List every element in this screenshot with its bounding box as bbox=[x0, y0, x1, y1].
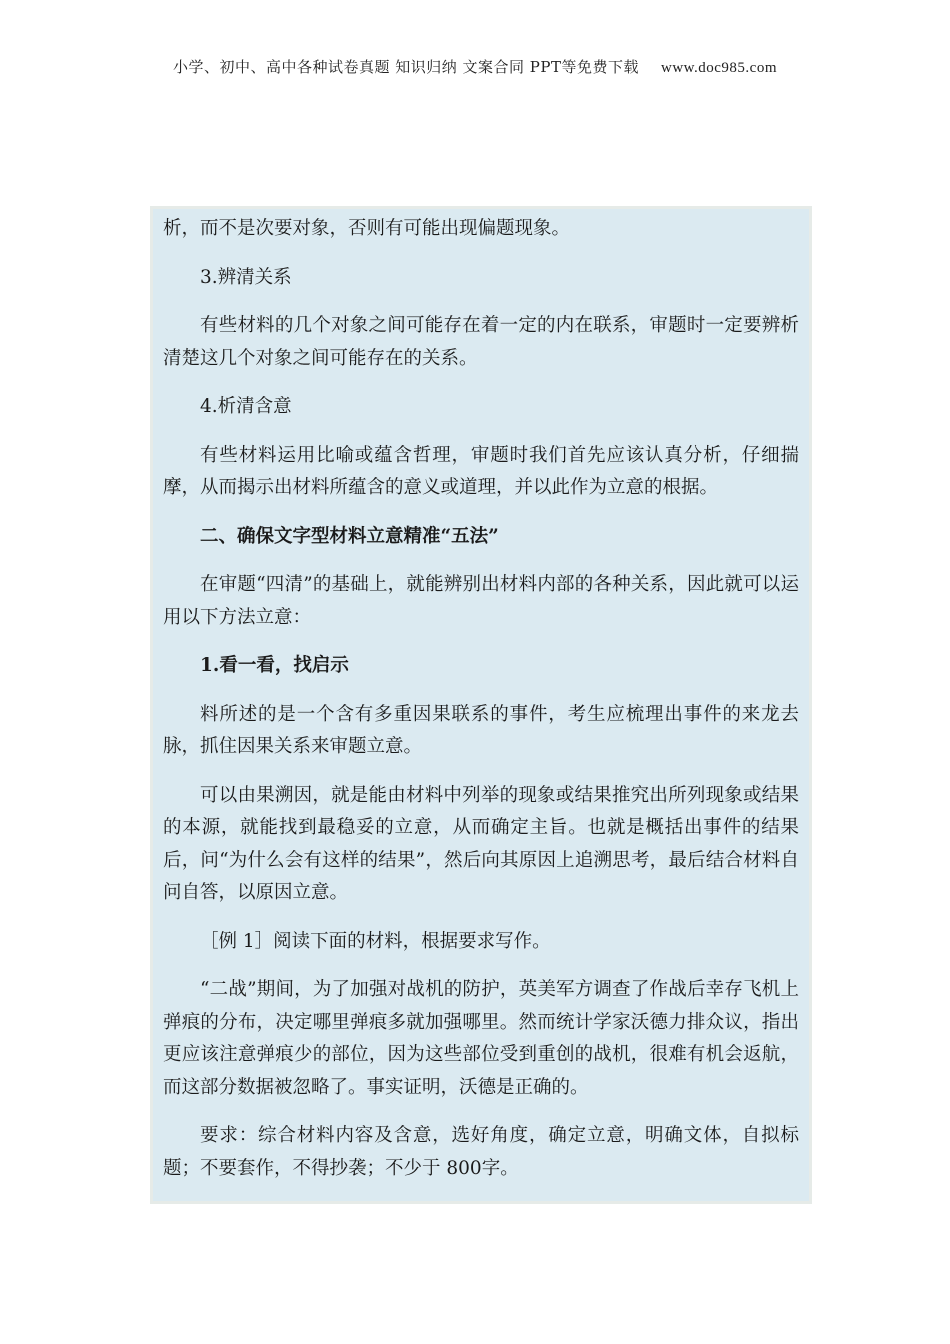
example-label: ［例 1］阅读下面的材料，根据要求写作。 bbox=[200, 930, 551, 952]
paragraph: 可以由果溯因，就是能由材料中列举的现象或结果推究出所列现象或结果的本源，就能找到最稳妥的立意，从而确定主旨。也就是概括出事件的结果后，问“为什么会有这样的结果”，然后向其原因上追溯思考，最后结合材料自问自答，以原因立意。 bbox=[163, 784, 799, 903]
paragraph: 料所述的是一个含有多重因果联系的事件，考生应梳理出事件的来龙去脉，抓住因果关系来审题立意。 bbox=[163, 703, 799, 757]
paragraph-continuation: 析，而不是次要对象，否则有可能出现偏题现象。 bbox=[163, 218, 571, 239]
paragraph: 有些材料运用比喻或蕴含哲理，审题时我们首先应该认真分析，仔细揣摩，从而揭示出材料所蕴含的意义或道理，并以此作为立意的根据。 bbox=[163, 444, 799, 498]
section-heading: 二、确保文字型材料立意精准“五法” bbox=[200, 525, 499, 547]
header-site-link[interactable]: www.doc985.com bbox=[660, 60, 777, 76]
page-header bbox=[0, 56, 950, 77]
paragraph: 在审题“四清”的基础上，就能辨别出材料内部的各种关系，因此就可以运用以下方法立意： bbox=[163, 574, 799, 628]
example-material: “二战”期间，为了加强对战机的防护，英美军方调查了作战后幸存飞机上弹痕的分布，决定哪里弹痕多就加强哪里。然而统计学家沃德力排众议，指出更应该注意弹痕少的部位，因为这些部位受到重创的战机，很难有机会返航，而这部分数据被忽略了。事实证明，沃德是正确的。 bbox=[163, 979, 799, 1098]
method-heading: 1.看一看，找启示 bbox=[200, 655, 349, 676]
heading-3-clarify-relations: 3.辨清关系 bbox=[200, 266, 292, 288]
paragraph: 有些材料的几个对象之间可能存在着一定的内在联系，审题时一定要辨析清楚这几个对象之间可能存在的关系。 bbox=[163, 315, 799, 369]
content-box bbox=[150, 206, 812, 1204]
heading-4-clarify-meaning: 4.析清含意 bbox=[200, 396, 292, 417]
header-text: 小学、初中、高中各种试卷真题 知识归纳 文案合同 PPT等免费下载 bbox=[172, 58, 639, 76]
writing-requirements: 要求：综合材料内容及含意，选好角度，确定立意，明确文体，自拟标题；不要套作，不得抄袭；不少于 800字。 bbox=[163, 1125, 799, 1179]
